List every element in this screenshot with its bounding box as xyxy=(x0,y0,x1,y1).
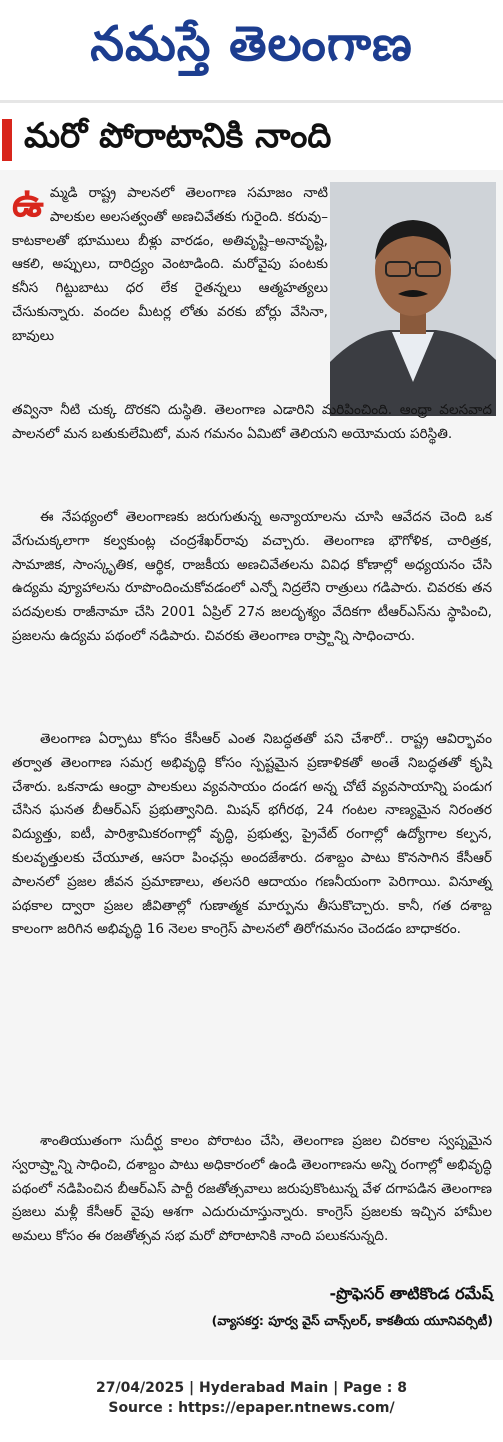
author-credit: (వ్యాసకర్త: పూర్వ వైస్ చాన్స్‌లర్, కాకతీయ యూనివర్సిటీ) xyxy=(211,1313,493,1328)
article-body xyxy=(0,170,503,1360)
author-photo xyxy=(330,182,496,416)
author-signature: -ప్రొఫెసర్ తాటికొండ రమేష్ xyxy=(329,1284,493,1303)
footer-edition-info: 27/04/2025 | Hyderabad Main | Page : 8 xyxy=(95,1380,408,1396)
masthead-divider xyxy=(0,100,503,103)
paragraph-3: తెలంగాణ ఏర్పాటు కోసం కేసీఆర్ ఎంత నిబద్ధతతో పని చేశారో.. రాష్ట్ర ఆవిర్భావం తర్వాత తెలంగాణ సమగ్ర అభివృద్ధి కోసం స్పష్టమైన ప్రణాళికతో అంతే నిబద్ధతతో కృషి చేశారు. ఒకనాడు ఆంధ్రా పాలకులు వ్యవసాయం దండగ అన్న చోటే వ్యవసాయాన్ని పండుగ చేసిన ఘనత బీఆర్‌ఎస్ ప్రభుత్వానిది. మిషన్ భగీరథ, 24 గంటల నాణ్యమైన నిరంతర విద్యుత్తు, ఐటీ, పారిశ్రామికరంగాల్లో వృద్ధి, ప్రభుత్వ, ప్రైవేట్ రంగాల్లో ఉద్యోగాల కల్పన, కులవృత్తులకు చేయూత, ఆసరా పింఛన్లు అందజేశారు. దశాబ్దం పాటు కొనసాగిన కేసీఆర్ పాలనలో ప్రజల జీవన ప్రమాణాలు, తలసరి ఆదాయం గణనీయంగా పెరిగాయి. వినూత్న పథకాల ద్వారా ప్రజల జీవితాల్లో గుణాత్మక మార్పును తీసుకొచ్చారు. కానీ, గత దశాబ్ద కాలంగా జరిగిన అభివృద్ధి 16 నెలల కాంగ్రెస్ పాలనలో తిరోగమనం చెందడం బాధాకరం. xyxy=(12,731,492,938)
paragraph-4: శాంతియుతంగా సుదీర్ఘ కాలం పోరాటం చేసి, తెలంగాణ ప్రజల చిరకాల స్వప్నమైన స్వరాష్ర్టాన్ని సాధించి, దశాబ్దం పాటు అధికారంలో ఉండి తెలంగాణను అన్ని రంగాల్లో అభివృద్ధి పథంలో నడిపించిన బీఆర్‌ఎస్ పార్టీ రజతోత్సవాలు జరుపుకొంటున్న వేళ దగాపడిన తెలంగాణ ప్రజలు మళ్లీ కేసీఆర్ వైపు ఆశగా ఎదురుచూస్తున్నారు. కాంగ్రెస్ ప్రజలకు ఇచ్చిన హామీల అమలు కోసం ఈ రజతోత్సవ సభ మరో పోరాటానికి నాంది పలుకనున్నది. xyxy=(12,1133,492,1245)
paragraph-2: ఈ నేపథ్యంలో తెలంగాణకు జరుగుతున్న అన్యాయాలను చూసి ఆవేదన చెంది ఒక వేగుచుక్కలాగా కల్వకుంట్ల చంద్రశేఖర్‌రావు వచ్చారు. తెలంగాణ భౌగోళిక, చారిత్రక, సామాజిక, సాంస్కృతిక, ఆర్థిక, రాజకీయ అణచివేతలను వివిధ కోణాల్లో అధ్యయనం చేసి ఉద్యమ వ్యూహాలను రూపొందించుకోవడంలో ఎన్నో నిద్రలేని రాత్రులు గడిపారు. చివరకు తన పదవులకు రాజీనామా చేసి 2001 ఏప్రిల్ 27న జలదృశ్యం వేదికగా టీఆర్‌ఎస్‌ను స్థాపించి, ప్రజలను ఉద్యమ పథంలో నడిపారు. చివరకు తెలంగాణ రాష్ర్టాన్ని సాధించారు. xyxy=(12,509,492,644)
author-photo-image xyxy=(330,182,496,416)
article-headline: మరో పోరాటానికి నాంది xyxy=(24,116,332,156)
drop-cap: ఉ xyxy=(12,179,44,226)
paragraph-1 xyxy=(12,179,328,349)
masthead xyxy=(0,0,503,100)
headline-accent-bar xyxy=(2,119,12,161)
headline-block xyxy=(0,114,503,166)
masthead-title: నమస్తే తెలంగాణ xyxy=(90,16,413,72)
paragraph-1-continued: తవ్వినా నీటి చుక్క దొరకని దుస్థితి. తెలంగాణ ఎడారిని మరిపించింది. ఆంధ్రా వలసవాద పాలనలో మన బతుకులేమిటో, మన గమనం ఏమిటో తెలియని అయోమయ పరిస్థితి. xyxy=(12,402,492,442)
paragraph-1-text: మ్మడి రాష్ట్ర పాలనలో తెలంగాణ సమాజం నాటి పాలకుల అలసత్వంతో అణచివేతకు గురైంది. కరువు– కాటకాలతో భూములు బీళ్లు వారడం, అతివృష్టి–అనావృష్టి, ఆకలి, అప్పులు, దారిద్ర్యం వెంటాడింది. మరోవైపు పంటకు కనీస గిట్టుబాటు ధర లేక రైతన్నలు ఆత్మహత్యలు చేసుకున్నారు. వందల మీటర్ల లోతు వరకు బోర్లు వేసినా, బావులు xyxy=(12,185,328,344)
page-footer xyxy=(0,1378,503,1418)
footer-source-link[interactable]: Source : https://epaper.ntnews.com/ xyxy=(108,1400,395,1416)
